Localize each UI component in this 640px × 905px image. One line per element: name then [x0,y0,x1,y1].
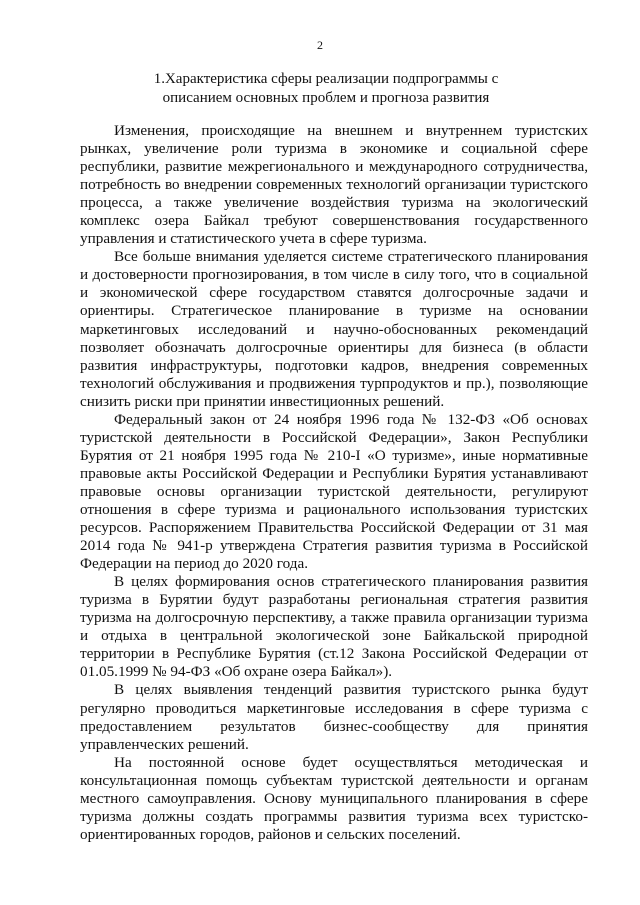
paragraph: В целях выявления тенденций развития туристского рынка будут регулярно проводиться маркетинговые исследования в сфере туризма с предоставлением результатов бизнес-сообществу для принятия управленческих решений. [80,681,588,753]
page-number: 2 [317,38,323,52]
paragraph: В целях формирования основ стратегического планирования развития туризма в Бурятии будут разработаны региональная стратегия развития туризма на долгосрочную перспективу, а также правила организации туризма и отдыха в центральной экологической зоне Байкальской природной территории в Республике Бурятия (ст.12 Закона Российской Федерации от 01.05.1999 № 94-ФЗ «Об охране озера Байкал»). [80,573,588,681]
paragraph: На постоянной основе будет осуществляться методическая и консультационная помощь субъектам туристской деятельности и органам местного самоуправления. Основу муниципального планирования в сфере туризма должны создать программы развития туризма всех туристско-ориентированных городов, районов и сельских поселений. [80,753,588,843]
section-title-line-1: 1.Характеристика сферы реализации подпрограммы с [153,71,499,87]
section-title-line-2: описанием основных проблем и прогноза развития [162,90,490,106]
paragraph: Федеральный закон от 24 ноября 1996 года № 132-ФЗ «Об основах туристской деятельности в Российской Федерации», Закон Республики Бурятия от 21 ноября 1995 года № 210-I «О туризме», иные нормативные правовые акты Российской Федерации и Республики Бурятия устанавливают правовые основы организации туристской деятельности, регулируют отношения в сфере туризма и рационального использования туристских ресурсов. Распоряжением Правительства Российской Федерации от 31 мая 2014 года № 941-р утверждена Стратегия развития туризма в Российской Федерации на период до 2020 года. [80,410,588,573]
paragraph: Все больше внимания уделяется системе стратегического планирования и достоверности прогнозирования, в том числе в силу того, что в социальной и экономической сфере государством ставятся долгосрочные задачи и ориентиры. Стратегическое планирование в туризме на основании маркетинговых исследований и научно-обоснованных рекомендаций позволяет обозначать долгосрочные ориентиры для бизнеса (в области развития инфраструктуры, подготовки кадров, внедрения современных технологий обслуживания и продвижения турпродуктов и пр.), позволяющие снизить риски при принятии инвестиционных решений. [80,248,588,410]
section-title [110,70,542,108]
body-text [80,122,588,844]
paragraph: Изменения, происходящие на внешнем и внутреннем туристских рынках, увеличение роли туризма в экономике и социальной сфере республики, развитие межрегионального и международного сотрудничества, потребность во внедрении современных технологий организации туристского процесса, а также увеличение воздействия туризма на экологический комплекс озера Байкал требуют совершенствования государственного управления и статистического учета в сфере туризма. [80,122,588,248]
